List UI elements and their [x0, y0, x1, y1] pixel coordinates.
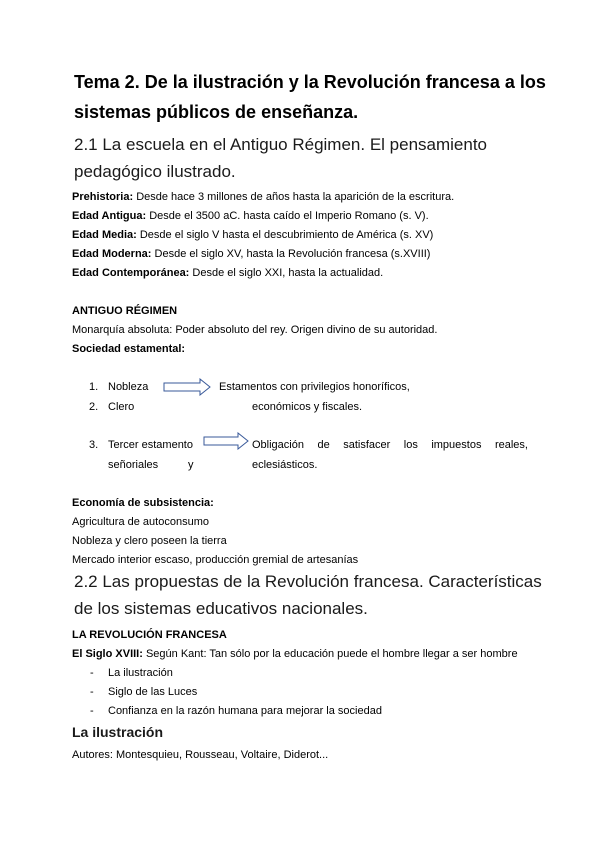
- obligacion-word: de: [317, 439, 330, 451]
- list-number: 3.: [89, 439, 99, 451]
- section-2-heading-line-2: de los sistemas educativos nacionales.: [74, 599, 368, 618]
- estamento-nobleza: Nobleza: [108, 381, 149, 393]
- economia-item: Agricultura de autoconsumo: [72, 516, 209, 528]
- economia-heading: Economía de subsistencia:: [72, 497, 214, 509]
- period-text: Desde el 3500 aC. hasta caído el Imperio Romano (s. V).: [149, 210, 429, 222]
- revolucion-heading: LA REVOLUCIÓN FRANCESA: [72, 629, 227, 641]
- dash-bullet: -: [90, 705, 94, 717]
- siglo-text: Según Kant: Tan sólo por la educación puede el hombre llegar a ser hombre: [145, 648, 518, 660]
- period-label: Edad Media:: [72, 229, 137, 241]
- period-text: Desde el siglo XV, hasta la Revolución francesa (s.XVIII): [154, 248, 431, 260]
- period-text: Desde el siglo XXI, hasta la actualidad.: [192, 267, 384, 279]
- list-number: 1.: [89, 381, 99, 393]
- obligacion-word: satisfacer: [343, 439, 391, 451]
- period-item: [72, 267, 383, 279]
- list-number: 2.: [89, 401, 99, 413]
- section-1-heading-line-2: pedagógico ilustrado.: [74, 162, 236, 181]
- arrow-right-icon: [163, 378, 213, 396]
- antiguo-regimen-heading: ANTIGUO RÉGIMEN: [72, 305, 178, 317]
- section-2-heading-line-1: 2.2 Las propuestas de la Revolución francesa. Características: [74, 572, 542, 591]
- siglo-label: El Siglo XVIII:: [72, 648, 143, 660]
- period-text: Desde el siglo V hasta el descubrimiento de América (s. XV): [139, 229, 434, 241]
- period-label: Edad Antigua:: [72, 210, 147, 222]
- period-item: [72, 248, 430, 260]
- tercer-line-2-b: y: [188, 459, 194, 471]
- privilegios-line-2: económicos y fiscales.: [252, 401, 363, 413]
- document-title-line-2: sistemas públicos de enseñanza.: [74, 102, 359, 122]
- period-label: Edad Contemporánea:: [72, 267, 190, 279]
- period-item: [72, 229, 433, 241]
- period-text: Desde hace 3 millones de años hasta la aparición de la escritura.: [136, 191, 455, 203]
- period-item: [72, 191, 454, 203]
- obligacion-line-1: [252, 439, 528, 451]
- dash-bullet: -: [90, 667, 94, 679]
- period-label: Prehistoria:: [72, 191, 134, 203]
- arrow-right-icon: [203, 432, 251, 450]
- revolucion-bullet: Siglo de las Luces: [108, 686, 198, 698]
- siglo-xviii-line: [72, 648, 518, 660]
- obligacion-line-2: eclesiásticos.: [252, 459, 318, 471]
- sociedad-estamental-heading: Sociedad estamental:: [72, 343, 186, 355]
- document-title-line-1: Tema 2. De la ilustración y la Revolución francesa a los: [74, 72, 546, 92]
- dash-bullet: -: [90, 686, 94, 698]
- obligacion-word: reales,: [494, 439, 528, 451]
- estamento-tercer: Tercer estamento: [108, 439, 193, 451]
- autores-text: Autores: Montesquieu, Rousseau, Voltaire, Diderot...: [72, 749, 329, 761]
- revolucion-bullet: Confianza en la razón humana para mejorar la sociedad: [108, 705, 382, 717]
- privilegios-line-1: Estamentos con privilegios honoríficos,: [219, 381, 410, 393]
- revolucion-bullet: La ilustración: [108, 667, 173, 679]
- economia-item: Nobleza y clero poseen la tierra: [72, 535, 227, 547]
- obligacion-word: Obligación: [252, 439, 304, 451]
- period-label: Edad Moderna:: [72, 248, 152, 260]
- ilustracion-heading: La ilustración: [72, 724, 164, 740]
- obligacion-word: los: [403, 439, 418, 451]
- section-1-heading-line-1: 2.1 La escuela en el Antiguo Régimen. El pensamiento: [74, 135, 487, 154]
- tercer-line-2-a: señoriales: [108, 459, 159, 471]
- monarquia-text: Monarquía absoluta: Poder absoluto del rey. Origen divino de su autoridad.: [72, 324, 438, 336]
- obligacion-word: impuestos: [431, 439, 482, 451]
- economia-item: Mercado interior escaso, producción gremial de artesanías: [72, 554, 359, 566]
- estamento-clero: Clero: [108, 401, 135, 413]
- period-item: [72, 210, 429, 222]
